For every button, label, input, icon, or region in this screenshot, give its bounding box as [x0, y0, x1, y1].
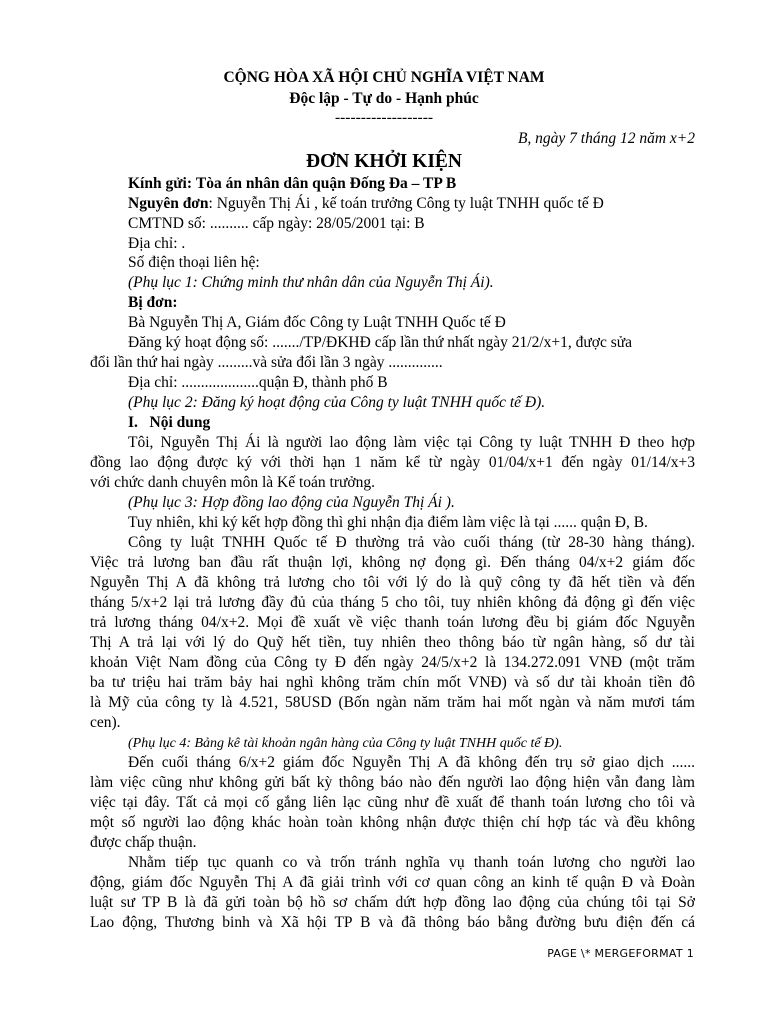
body-line: đồng lao động được ký với thời hạn 1 năm kể từ ngày 01/04/x+1 đến ngày 01/14/x+3 — [90, 454, 695, 471]
body-line: khoản Việt Nam đồng của Công ty Đ đến ngày 24/5/x+2 là 134.272.091 VNĐ (một trăm — [90, 654, 695, 671]
body-line: động, giám đốc Nguyễn Thị A đã giải trình với cơ quan công an kinh tế quận Đ và Đoàn — [90, 874, 695, 891]
body-line: trả lương tháng 04/x+2. Mọi đề xuất về việc thanh toán lương đều bị giám đốc Nguyễn — [90, 614, 695, 631]
body-line: một số người lao động khác hoàn toàn không nhận được thiện chí hợp tác và đều không — [90, 814, 695, 831]
body-line: Công ty luật TNHH Quốc tế Đ thường trả vào cuối tháng (từ 28-30 hàng tháng). — [128, 534, 695, 551]
document-title: ĐƠN KHỞI KIỆN — [305, 151, 463, 172]
plaintiff-phone: Số điện thoại liên hệ: — [128, 254, 260, 271]
section-title: Nội dung — [149, 414, 211, 431]
body-line: tháng 5/x+2 lại trả lương đầy đủ của tháng 5 cho tôi, tuy nhiên không đả động gì đến việc — [90, 594, 695, 611]
section-number: I. — [128, 414, 138, 431]
annex-2: (Phụ lục 2: Đăng ký hoạt động của Công ty luật TNHH quốc tế Đ). — [128, 394, 546, 411]
defendant-label: Bị đơn: — [128, 294, 178, 311]
body-line: ba tư triệu hai trăm bảy hai nghì không trăm chín mốt VNĐ) và số dư tài khoản tiền đô — [90, 674, 695, 691]
body-line: với chức danh chuyên môn là Kế toán trưởng. — [90, 474, 375, 491]
body-line: luật sư TP B là đã gửi toàn bộ hồ sơ chấm dứt hợp đồng lao động của chúng tôi tại Sở — [90, 894, 695, 911]
body-line: Nguyễn Thị A đã không trả lương cho tôi với lý do là quỹ công ty đã hết tiền và đến — [90, 574, 695, 591]
page-number-field: PAGE \* MERGEFORMAT 1 — [547, 947, 694, 960]
annex-4: (Phụ lục 4: Bảng kê tài khoản ngân hàng của Công ty luật TNHH quốc tế Đ). — [128, 736, 563, 751]
plaintiff-id: CMTND số: .......... cấp ngày: 28/05/2001 tại: B — [128, 215, 425, 232]
body-line: Lao động, Thương binh và Xã hội TP B và đã thông báo bằng đường bưu điện đến cá — [90, 914, 695, 931]
plaintiff-value: : Nguyễn Thị Ái , kế toán trưởng Công ty luật TNHH quốc tế Đ — [208, 195, 604, 212]
recipient-line — [128, 174, 456, 194]
defendant-name: Bà Nguyễn Thị A, Giám đốc Công ty Luật TNHH Quốc tế Đ — [128, 314, 506, 331]
body-line: Thị A trả lại với lý do Quỹ hết tiền, tuy nhiên theo thông báo từ ngân hàng, số dư tài — [90, 634, 695, 651]
plaintiff-address: Địa chỉ: . — [128, 235, 186, 252]
motto: Độc lập - Tự do - Hạnh phúc — [289, 90, 479, 107]
body-line: làm việc cũng như không gửi bất kỳ thông báo nào đến người lao động hiện vẫn đang làm — [90, 774, 695, 791]
defendant-address: Địa chỉ: ....................quận Đ, thành phố B — [128, 374, 388, 391]
nation-heading: CỘNG HÒA XÃ HỘI CHỦ NGHĨA VIỆT NAM — [223, 69, 545, 86]
section-heading — [128, 413, 210, 433]
defendant-registration-1: Đăng ký hoạt động số: ......./TP/ĐKHĐ cấp lần thứ nhất ngày 21/2/x+1, được sửa — [128, 334, 633, 351]
body-line: cen). — [90, 714, 121, 731]
annex-1: (Phụ lục 1: Chứng minh thư nhân dân của Nguyễn Thị Ái). — [128, 274, 494, 291]
annex-3: (Phụ lục 3: Hợp đồng lao động của Nguyễn Thị Ái ). — [128, 494, 455, 511]
body-line: là Mỹ của công ty là 4.521, 58USD (Bốn ngàn năm trăm hai mốt ngàn và năm mươi tám — [90, 694, 695, 711]
body-line: việc tại đây. Tất cả mọi cố gắng liên lạc cũng như đề xuất để thanh toán lương cho tôi và — [90, 794, 695, 811]
body-line: được chấp thuận. — [90, 834, 197, 851]
recipient-label: Kính gửi: — [128, 175, 192, 192]
recipient-value: Tòa án nhân dân quận Đống Đa – TP B — [195, 175, 457, 192]
plaintiff-label: Nguyên đơn — [128, 195, 209, 212]
defendant-registration-2: đổi lần thứ hai ngày .........và sửa đổi lần 3 ngày .............. — [90, 354, 443, 371]
plaintiff-line — [128, 194, 604, 214]
body-line: Nhằm tiếp tục quanh co và trốn tránh nghĩa vụ thanh toán lương cho người lao — [128, 854, 695, 871]
body-line: Việc trả lương ban đầu rất thuận lợi, không nợ đọng gì. Đến tháng 04/x+2 giám đốc — [90, 554, 695, 571]
separator-line: ------------------- — [334, 109, 434, 126]
document-date: B, ngày 7 tháng 12 năm x+2 — [517, 130, 695, 147]
body-line: Tuy nhiên, khi ký kết hợp đồng thì ghi nhận địa điểm làm việc là tại ...... quận Đ, B. — [128, 514, 648, 531]
body-line: Đến cuối tháng 6/x+2 giám đốc Nguyễn Thị A đã không đến trụ sở giao dịch ...... — [128, 754, 695, 771]
body-line: Tôi, Nguyễn Thị Ái là người lao động làm việc tại Công ty luật TNHH Đ theo hợp — [128, 434, 695, 451]
